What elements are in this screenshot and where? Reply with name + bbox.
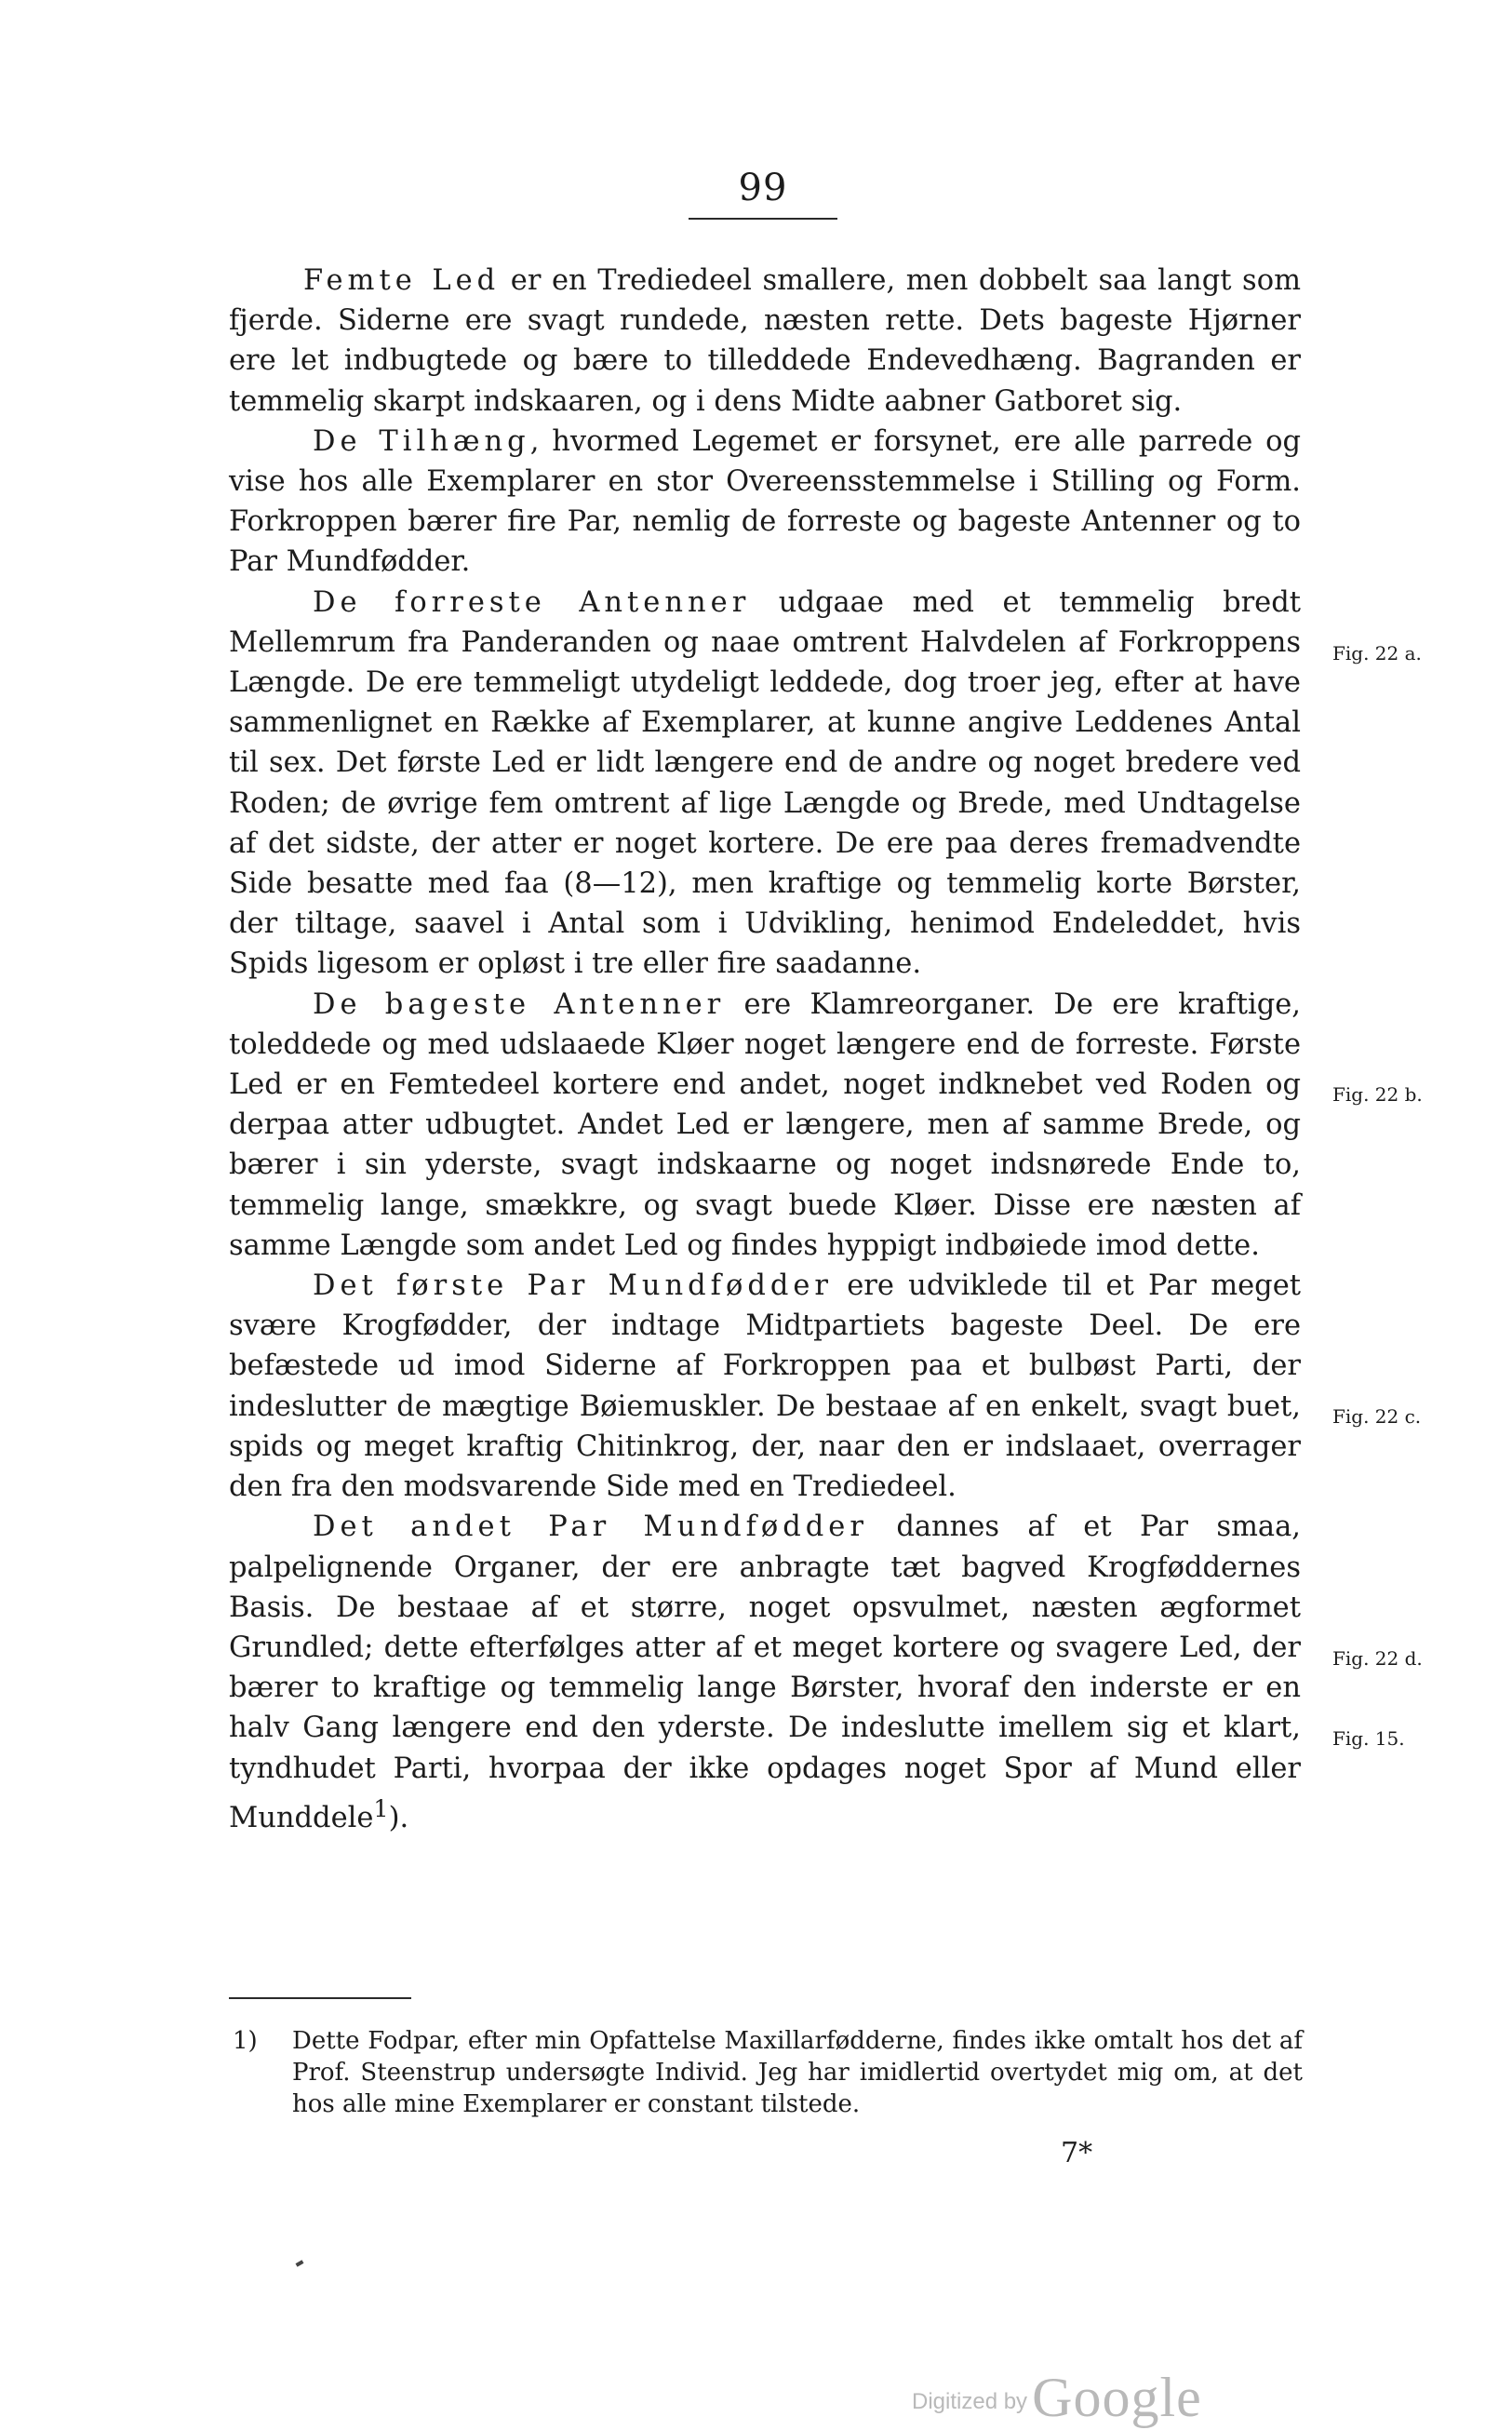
watermark-prefix: Digitized by <box>912 2389 1028 2414</box>
body-text <box>229 261 1301 1838</box>
margin-note-fig-22d: Fig. 22 d. <box>1332 1647 1423 1670</box>
paragraph-lead: De bageste Antenner <box>313 987 726 1021</box>
paragraph-forreste-antenner <box>229 583 1301 985</box>
digitized-watermark <box>912 2366 1202 2430</box>
footnote-marker: 1) <box>233 2027 258 2055</box>
paragraph-lead: De Tilhæng <box>313 424 530 458</box>
margin-note-fig-22c: Fig. 22 c. <box>1332 1405 1422 1428</box>
footnote-text: Dette Fodpar, efter min Opfattelse Maxillarfødderne, findes ikke omtalt hos det af Prof. Steenstrup undersøgte Individ. Jeg har imidlertid overtydet mig om, at det hos alle mine Exemplarer er constant tilstede. <box>292 2027 1303 2118</box>
signature-mark: 7* <box>1061 2137 1093 2169</box>
paragraph-foerste-mundfoedder <box>229 1266 1301 1507</box>
paragraph-text: ere Klamreorganer. De ere kraftige, toleddede og med udslaaede Kløer noget længere end de forreste. Første Led er en Femtedeel kortere end andet, noget indknebet ved Roden og derpaa atter udbugtet. Andet Led er længere, men af samme Brede, og bærer i sin yderste, svagt indskaarne og noget indsnørede Ende to, temmelig lange, smækkre, og svagt buede Kløer. Disse ere næsten af samme Længde som andet Led og findes hyppigt indbøiede imod dette. <box>229 987 1301 1262</box>
footnote-rule <box>229 1997 411 1999</box>
scan-speck <box>296 2260 304 2266</box>
google-logo: Google <box>1032 2367 1202 2428</box>
paragraph-lead: De forreste Antenner <box>313 585 751 619</box>
paragraph-femte-led <box>229 261 1301 422</box>
footnote-reference[interactable]: 1 <box>373 1793 389 1822</box>
paragraph-text-end: ). <box>388 1801 409 1834</box>
paragraph-text: dannes af et Par smaa, palpelignende Organer, der ere anbragte tæt bagved Krogføddernes Basis. De bestaae af et større, noget opsvulmet, næsten ægformet Grundled; dette efterfølges atter af et meget kortere og svagere Led, der bærer to kraftige og temmelig lange Børster, hvoraf den inderste er en halv Gang længere end den yderste. De indeslutte imellem sig et klart, tyndhudet Parti, hvorpaa der ikke opdages noget Spor af Mund eller Munddele <box>229 1510 1301 1834</box>
page-number-rule <box>689 218 837 220</box>
paragraph-tilhaeng <box>229 422 1301 583</box>
paragraph-bageste-antenner <box>229 985 1301 1266</box>
margin-note-fig-15: Fig. 15. <box>1332 1727 1405 1750</box>
paragraph-text: er en Trediedeel smallere, men dobbelt saa langt som fjerde. Siderne ere svagt rundede, næsten rette. Dets bageste Hjørner ere let indbugtede og bære to tilleddede Endevedhæng. Bagranden er temmelig skarpt indskaaren, og i dens Midte aabner Gatboret sig. <box>229 264 1301 418</box>
paragraph-text: ere udviklede til et Par meget svære Krogfødder, der indtage Midtpartiets bageste Deel. De ere befæstede ud imod Siderne af Forkroppen paa et bulbøst Parti, der indeslutter de mægtige Bøiemuskler. De bestaae af en enkelt, svagt buet, spids og meget kraftig Chitinkrog, der, naar den er indslaaet, overrager den fra den modsvarende Side med en Trediedeel. <box>229 1269 1301 1504</box>
footnotes <box>233 2025 1303 2120</box>
margin-note-fig-22a: Fig. 22 a. <box>1332 642 1422 665</box>
paragraph-text: , hvormed Legemet er forsynet, ere alle parrede og vise hos alle Exemplarer en stor Overeensstemmelse i Stilling og Form. Forkroppen bærer fire Par, nemlig de forreste og bageste Antenner og to Par Mundfødder. <box>229 424 1301 579</box>
paragraph-text: udgaae med et temmelig bredt Mellemrum fra Panderanden og naae omtrent Halvdelen af Forkroppens Længde. De ere temmeligt utydeligt leddede, dog troer jeg, efter at have sammenlignet en Række af Exemplarer, at kunne angive Leddenes Antal til sex. Det første Led er lidt længere end de andre og noget bredere ved Roden; de øvrige fem omtrent af lige Længde og Brede, med Undtagelse af det sidste, der atter er noget kortere. De ere paa deres fremadvendte Side besatte med faa (8—12), men kraftige og temmelig korte Børster, der tiltage, saavel i Antal som i Udvikling, henimod Endeleddet, hvis Spids ligesom er opløst i tre eller fire saadanne. <box>229 585 1301 981</box>
paragraph-lead: Det første Par Mundfødder <box>313 1269 833 1303</box>
paragraph-lead: Femte Led <box>303 264 501 297</box>
paragraph-andet-mundfoedder <box>229 1507 1301 1838</box>
paragraph-lead: Det andet Par Mundfødder <box>313 1510 868 1544</box>
footnote-1 <box>233 2025 1303 2120</box>
page-number: 99 <box>738 167 788 209</box>
margin-note-fig-22b: Fig. 22 b. <box>1332 1083 1423 1106</box>
